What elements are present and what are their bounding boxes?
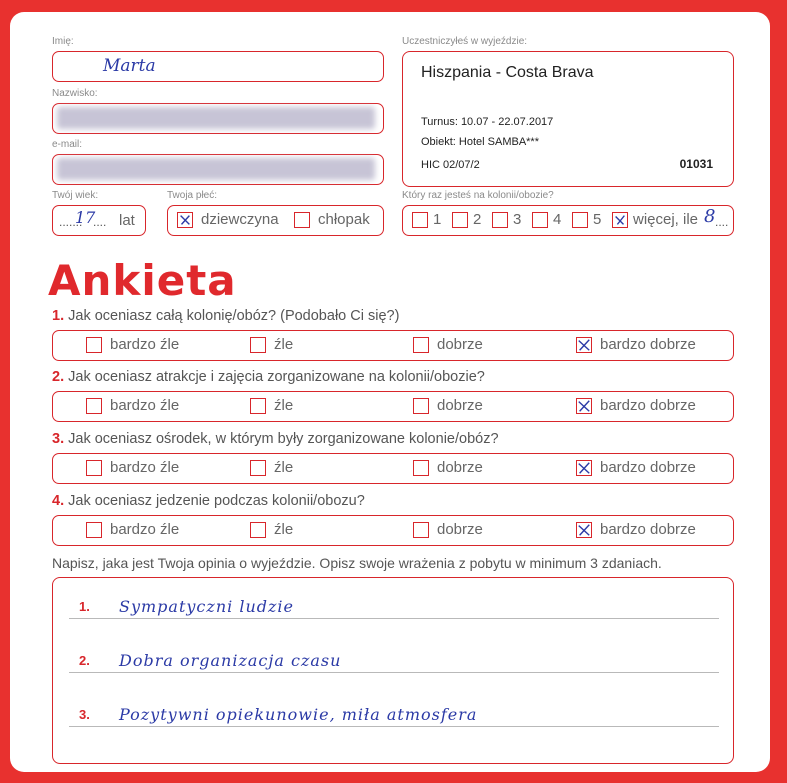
opinion-line-text: Pozytywni opiekunowie, miła atmosfera — [119, 705, 478, 724]
rating-option-label: źle — [274, 336, 294, 353]
question-label: Jak oceniasz ośrodek, w którym były zorganizowane kolonie/obóz? — [68, 431, 499, 447]
rating-option-label: bardzo źle — [110, 459, 180, 476]
times-option-4-label: 4 — [553, 211, 562, 228]
rating-checkbox-1[interactable] — [86, 522, 102, 538]
rating-checkbox-2[interactable] — [250, 337, 266, 353]
times-option-4-checkbox[interactable] — [532, 212, 548, 228]
rating-checkbox-4[interactable] — [576, 337, 592, 353]
age-dots-prefix: ....... — [59, 215, 83, 229]
rating-option-label: dobrze — [437, 521, 483, 538]
question-1-text — [52, 308, 399, 324]
trip-info-box — [402, 51, 734, 187]
question-number: 3. — [52, 431, 65, 447]
question-2-text — [52, 369, 485, 385]
rating-checkbox-3[interactable] — [413, 337, 429, 353]
age-dots-suffix: .... — [93, 215, 107, 229]
check-x-icon — [613, 213, 627, 227]
rating-checkbox-4[interactable] — [576, 460, 592, 476]
times-option-3-label: 3 — [513, 211, 522, 228]
times-option-1-label: 1 — [433, 211, 442, 228]
times-field — [402, 205, 734, 236]
rating-checkbox-2[interactable] — [250, 460, 266, 476]
gender-male-checkbox[interactable] — [294, 212, 310, 228]
rating-option-label: bardzo dobrze — [600, 336, 696, 353]
rating-checkbox-3[interactable] — [413, 460, 429, 476]
rating-checkbox-4[interactable] — [576, 398, 592, 414]
rating-option-label: źle — [274, 397, 294, 414]
rating-option-label: bardzo źle — [110, 521, 180, 538]
question-1-options — [52, 330, 734, 361]
times-option-2-label: 2 — [473, 211, 482, 228]
opinion-box[interactable] — [52, 577, 734, 764]
rating-checkbox-2[interactable] — [250, 398, 266, 414]
check-x-icon — [577, 523, 591, 537]
gender-field — [167, 205, 384, 236]
trip-turnus: Turnus: 10.07 - 22.07.2017 — [421, 116, 554, 128]
times-option-1-checkbox[interactable] — [412, 212, 428, 228]
opinion-line — [69, 696, 719, 727]
trip-label: Uczestniczyłeś w wyjeździe: — [402, 36, 528, 47]
first-name-value: Marta — [103, 56, 156, 76]
times-more-dots: .... — [715, 215, 729, 229]
trip-number: 01031 — [679, 157, 713, 171]
rating-option-label: dobrze — [437, 459, 483, 476]
rating-checkbox-3[interactable] — [413, 398, 429, 414]
opinion-line — [69, 642, 719, 673]
rating-option-label: bardzo źle — [110, 397, 180, 414]
opinion-line-number: 1. — [79, 599, 90, 614]
times-more-value: 8 — [704, 206, 716, 227]
trip-object: Obiekt: Hotel SAMBA*** — [421, 136, 539, 148]
age-field[interactable] — [52, 205, 146, 236]
email-label: e-mail: — [52, 139, 83, 150]
check-x-icon — [577, 461, 591, 475]
times-more-label: więcej, ile — [633, 211, 699, 228]
question-label: Jak oceniasz całą kolonię/obóz? (Podobało Ci się?) — [68, 308, 400, 324]
check-x-icon — [577, 338, 591, 352]
times-option-5-checkbox[interactable] — [572, 212, 588, 228]
gender-label: Twoja płeć: — [167, 190, 218, 201]
rating-option-label: bardzo dobrze — [600, 521, 696, 538]
rating-checkbox-1[interactable] — [86, 460, 102, 476]
opinion-line-text: Sympatyczni ludzie — [119, 597, 294, 616]
rating-option-label: dobrze — [437, 397, 483, 414]
email-field[interactable] — [52, 154, 384, 185]
question-2-options — [52, 391, 734, 422]
times-option-5-label: 5 — [593, 211, 602, 228]
rating-option-label: źle — [274, 521, 294, 538]
survey-form — [10, 12, 770, 772]
check-x-icon — [577, 399, 591, 413]
age-value: 17 — [75, 208, 96, 227]
rating-option-label: bardzo dobrze — [600, 397, 696, 414]
times-option-2-checkbox[interactable] — [452, 212, 468, 228]
question-4-text — [52, 493, 365, 509]
redacted-email — [57, 158, 375, 180]
question-number: 1. — [52, 308, 65, 324]
question-label: Jak oceniasz atrakcje i zajęcia zorganizowane na kolonii/obozie? — [68, 369, 485, 385]
first-name-field[interactable] — [52, 51, 384, 82]
rating-option-label: bardzo źle — [110, 336, 180, 353]
question-number: 2. — [52, 369, 65, 385]
opinion-line-text: Dobra organizacja czasu — [119, 651, 342, 670]
question-3-options — [52, 453, 734, 484]
times-option-3-checkbox[interactable] — [492, 212, 508, 228]
gender-female-label: dziewczyna — [201, 211, 279, 228]
survey-title: Ankieta — [48, 256, 237, 305]
rating-checkbox-3[interactable] — [413, 522, 429, 538]
gender-female-checkbox[interactable] — [177, 212, 193, 228]
redacted-last-name — [57, 107, 375, 129]
question-label: Jak oceniasz jedzenie podczas kolonii/obozu? — [68, 493, 365, 509]
opinion-prompt: Napisz, jaka jest Twoja opinia o wyjeździe. Opisz swoje wrażenia z pobytu w minimum 3 zdaniach. — [52, 555, 662, 571]
gender-male-label: chłopak — [318, 211, 370, 228]
last-name-field[interactable] — [52, 103, 384, 134]
trip-code: HIC 02/07/2 — [421, 159, 480, 171]
rating-checkbox-4[interactable] — [576, 522, 592, 538]
trip-destination: Hiszpania - Costa Brava — [421, 64, 594, 81]
question-4-options — [52, 515, 734, 546]
rating-option-label: źle — [274, 459, 294, 476]
rating-option-label: bardzo dobrze — [600, 459, 696, 476]
first-name-label: Imię: — [52, 36, 74, 47]
times-more-checkbox[interactable] — [612, 212, 628, 228]
rating-option-label: dobrze — [437, 336, 483, 353]
age-unit: lat — [119, 212, 135, 229]
last-name-label: Nazwisko: — [52, 88, 98, 99]
age-label: Twój wiek: — [52, 190, 99, 201]
rating-checkbox-1[interactable] — [86, 337, 102, 353]
opinion-line-number: 3. — [79, 707, 90, 722]
times-label: Który raz jesteś na kolonii/obozie? — [402, 190, 554, 201]
question-3-text — [52, 431, 499, 447]
check-x-icon — [178, 213, 192, 227]
opinion-line — [69, 588, 719, 619]
opinion-line-number: 2. — [79, 653, 90, 668]
rating-checkbox-2[interactable] — [250, 522, 266, 538]
question-number: 4. — [52, 493, 65, 509]
rating-checkbox-1[interactable] — [86, 398, 102, 414]
